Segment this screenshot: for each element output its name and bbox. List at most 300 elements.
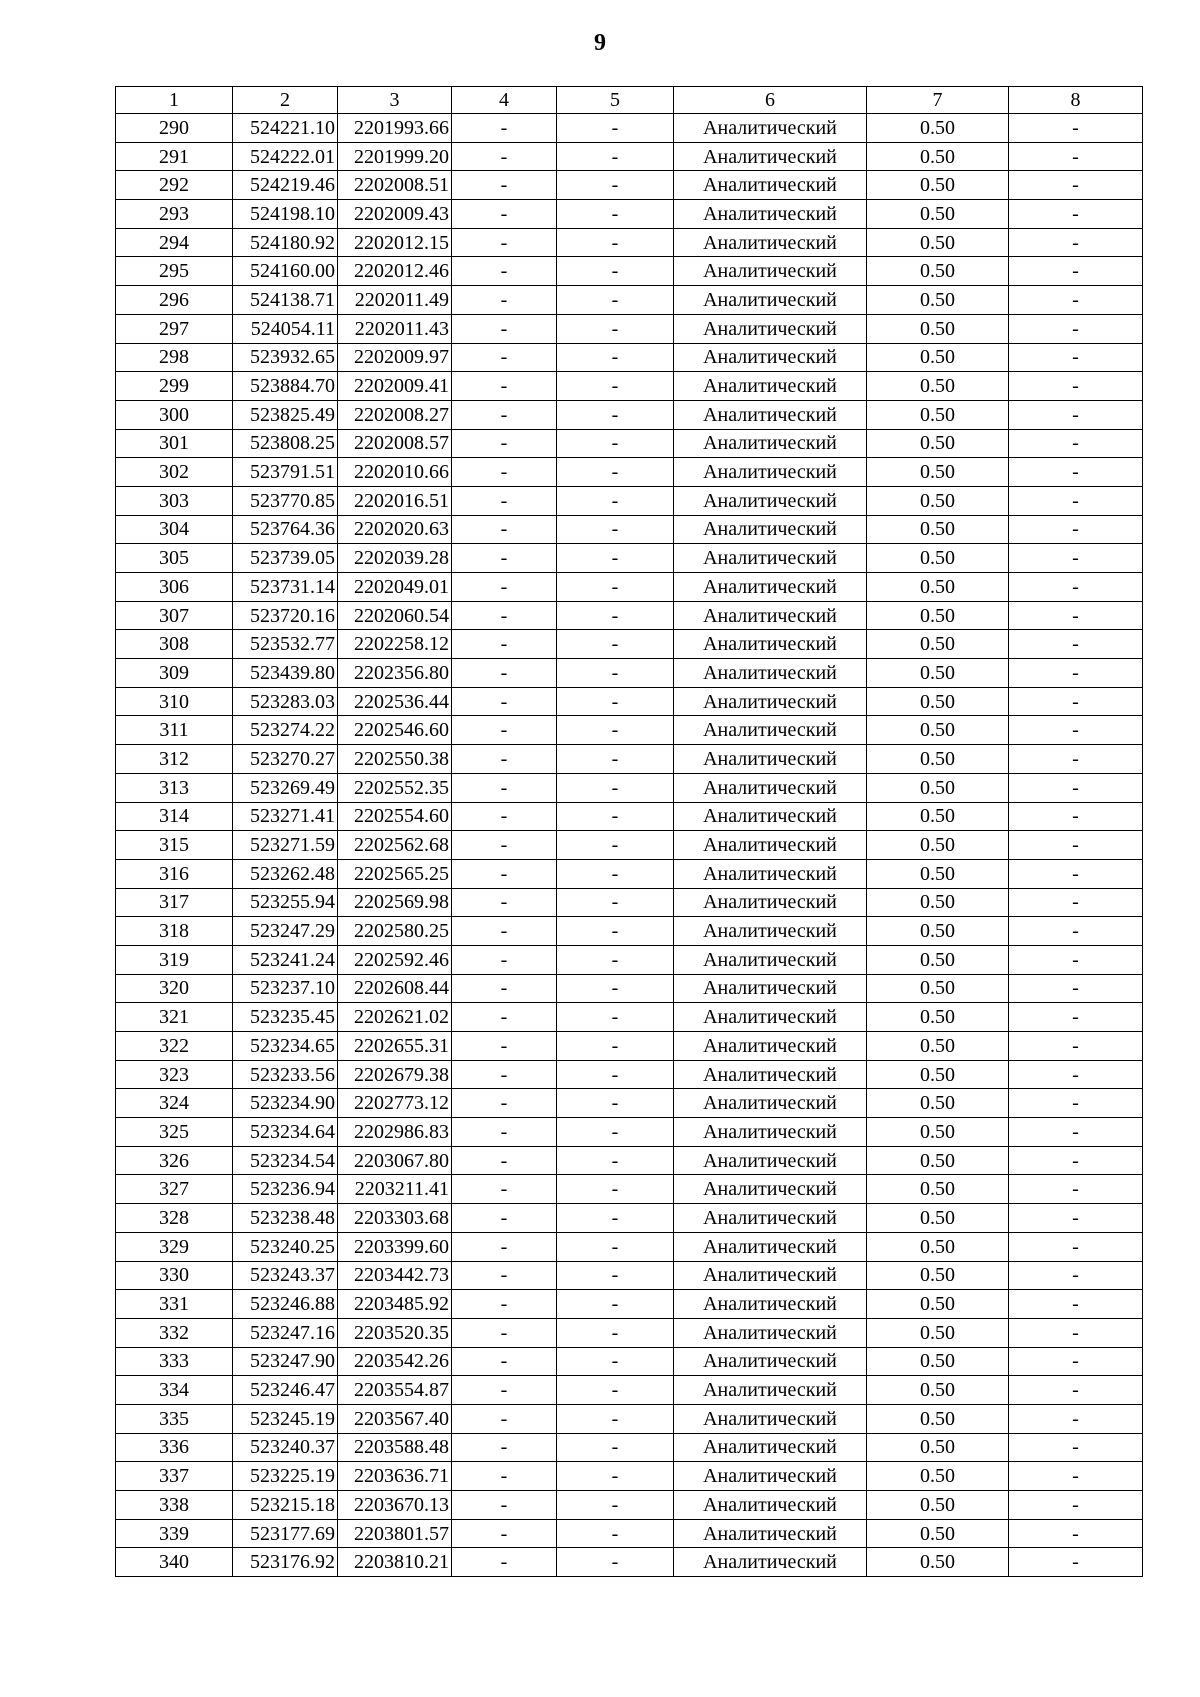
table-row <box>116 314 1143 343</box>
table-cell: - <box>557 974 674 1003</box>
table-cell: 523240.25 <box>233 1232 338 1261</box>
table-cell: - <box>452 372 557 401</box>
table-cell: 0.50 <box>867 114 1009 143</box>
table-cell: - <box>557 1089 674 1118</box>
table-row <box>116 1060 1143 1089</box>
table-cell: 2203588.48 <box>338 1433 452 1462</box>
table-cell: 523731.14 <box>233 573 338 602</box>
table-cell: - <box>1009 1089 1143 1118</box>
table-cell: 523234.54 <box>233 1146 338 1175</box>
table-cell: Аналитический <box>674 1118 867 1147</box>
table-cell: Аналитический <box>674 1232 867 1261</box>
table-cell: - <box>557 1060 674 1089</box>
table-cell: 524160.00 <box>233 257 338 286</box>
table-cell: 331 <box>116 1290 233 1319</box>
table-cell: 309 <box>116 659 233 688</box>
table-cell: - <box>557 200 674 229</box>
table-cell: 0.50 <box>867 200 1009 229</box>
table-cell: 0.50 <box>867 544 1009 573</box>
table-row <box>116 1089 1143 1118</box>
table-cell: - <box>452 544 557 573</box>
table-cell: 0.50 <box>867 1232 1009 1261</box>
table-cell: 2203554.87 <box>338 1376 452 1405</box>
table-cell: - <box>557 917 674 946</box>
table-cell: Аналитический <box>674 1491 867 1520</box>
table-cell: 523764.36 <box>233 515 338 544</box>
table-row <box>116 200 1143 229</box>
table-cell: 2202554.60 <box>338 802 452 831</box>
table-row <box>116 286 1143 315</box>
table-row <box>116 1433 1143 1462</box>
table-cell: - <box>557 601 674 630</box>
table-cell: 2202011.43 <box>338 314 452 343</box>
table-cell: 0.50 <box>867 1404 1009 1433</box>
table-cell: 328 <box>116 1204 233 1233</box>
table-row <box>116 515 1143 544</box>
table-cell: - <box>1009 343 1143 372</box>
table-cell: - <box>1009 802 1143 831</box>
table-cell: 523269.49 <box>233 773 338 802</box>
table-body <box>116 87 1143 1577</box>
table-cell: Аналитический <box>674 544 867 573</box>
table-cell: Аналитический <box>674 1462 867 1491</box>
table-cell: 320 <box>116 974 233 1003</box>
table-cell: 326 <box>116 1146 233 1175</box>
table-cell: - <box>1009 1548 1143 1577</box>
table-cell: 2202679.38 <box>338 1060 452 1089</box>
table-cell: - <box>557 486 674 515</box>
table-cell: 2202592.46 <box>338 945 452 974</box>
table-cell: Аналитический <box>674 1032 867 1061</box>
table-cell: Аналитический <box>674 745 867 774</box>
table-cell: - <box>452 486 557 515</box>
table-cell: 0.50 <box>867 687 1009 716</box>
table-cell: 2202049.01 <box>338 573 452 602</box>
table-row <box>116 1290 1143 1319</box>
table-cell: - <box>557 716 674 745</box>
table-cell: 0.50 <box>867 1118 1009 1147</box>
table-cell: Аналитический <box>674 1261 867 1290</box>
table-cell: 2202012.46 <box>338 257 452 286</box>
table-cell: - <box>1009 1060 1143 1089</box>
table-cell: 330 <box>116 1261 233 1290</box>
table-cell: - <box>557 257 674 286</box>
table-cell: - <box>557 1118 674 1147</box>
table-cell: 524054.11 <box>233 314 338 343</box>
table-cell: Аналитический <box>674 171 867 200</box>
table-cell: Аналитический <box>674 573 867 602</box>
table-cell: - <box>557 1519 674 1548</box>
table-cell: 339 <box>116 1519 233 1548</box>
table-cell: - <box>1009 1376 1143 1405</box>
table-cell: 321 <box>116 1003 233 1032</box>
table-cell: - <box>1009 1404 1143 1433</box>
table-row <box>116 716 1143 745</box>
table-cell: - <box>557 286 674 315</box>
table-cell: 523234.64 <box>233 1118 338 1147</box>
table-cell: - <box>1009 1318 1143 1347</box>
table-cell: Аналитический <box>674 400 867 429</box>
table-header-row <box>116 87 1143 114</box>
table-cell: - <box>1009 228 1143 257</box>
table-cell: - <box>557 171 674 200</box>
table-row <box>116 1404 1143 1433</box>
table-cell: - <box>452 429 557 458</box>
table-cell: - <box>1009 486 1143 515</box>
table-row <box>116 114 1143 143</box>
table-row <box>116 888 1143 917</box>
table-cell: 523770.85 <box>233 486 338 515</box>
table-cell: 0.50 <box>867 257 1009 286</box>
table-cell: 2202016.51 <box>338 486 452 515</box>
table-cell: Аналитический <box>674 1433 867 1462</box>
table-cell: 303 <box>116 486 233 515</box>
table-cell: 524221.10 <box>233 114 338 143</box>
table-cell: - <box>452 142 557 171</box>
table-cell: 523932.65 <box>233 343 338 372</box>
table-cell: 318 <box>116 917 233 946</box>
table-cell: 2202356.80 <box>338 659 452 688</box>
table-cell: 524138.71 <box>233 286 338 315</box>
table-cell: - <box>1009 314 1143 343</box>
table-cell: Аналитический <box>674 1003 867 1032</box>
table-cell: Аналитический <box>674 716 867 745</box>
table-cell: - <box>557 372 674 401</box>
table-cell: 327 <box>116 1175 233 1204</box>
table-cell: - <box>1009 1519 1143 1548</box>
table-cell: - <box>1009 429 1143 458</box>
table-cell: 0.50 <box>867 1318 1009 1347</box>
table-cell: - <box>557 1290 674 1319</box>
table-cell: 523271.59 <box>233 831 338 860</box>
table-cell: Аналитический <box>674 1060 867 1089</box>
table-cell: - <box>1009 1261 1143 1290</box>
table-cell: - <box>557 1032 674 1061</box>
column-header: 7 <box>867 87 1009 114</box>
table-cell: - <box>557 659 674 688</box>
table-cell: - <box>557 114 674 143</box>
table-cell: - <box>452 1232 557 1261</box>
table-cell: - <box>452 1347 557 1376</box>
table-row <box>116 859 1143 888</box>
table-row <box>116 1032 1143 1061</box>
table-cell: 295 <box>116 257 233 286</box>
table-cell: 0.50 <box>867 773 1009 802</box>
table-cell: - <box>557 1175 674 1204</box>
table-cell: 523739.05 <box>233 544 338 573</box>
table-cell: Аналитический <box>674 1519 867 1548</box>
table-row <box>116 1146 1143 1175</box>
table-cell: - <box>452 831 557 860</box>
table-cell: - <box>557 1318 674 1347</box>
table-cell: 0.50 <box>867 1003 1009 1032</box>
table-cell: 523234.90 <box>233 1089 338 1118</box>
table-cell: Аналитический <box>674 831 867 860</box>
table-cell: Аналитический <box>674 1318 867 1347</box>
table-row <box>116 1462 1143 1491</box>
table-row <box>116 458 1143 487</box>
table-cell: 315 <box>116 831 233 860</box>
table-cell: 523247.16 <box>233 1318 338 1347</box>
table-cell: 0.50 <box>867 1347 1009 1376</box>
table-row <box>116 831 1143 860</box>
table-cell: - <box>1009 458 1143 487</box>
table-cell: 322 <box>116 1032 233 1061</box>
table-cell: 312 <box>116 745 233 774</box>
table-cell: - <box>557 1462 674 1491</box>
table-cell: 325 <box>116 1118 233 1147</box>
table-cell: 323 <box>116 1060 233 1089</box>
table-cell: 316 <box>116 859 233 888</box>
table-cell: Аналитический <box>674 1146 867 1175</box>
table-cell: 0.50 <box>867 142 1009 171</box>
table-row <box>116 802 1143 831</box>
column-header: 3 <box>338 87 452 114</box>
table-cell: 0.50 <box>867 1032 1009 1061</box>
table-cell: Аналитический <box>674 1175 867 1204</box>
table-cell: 523246.47 <box>233 1376 338 1405</box>
table-cell: - <box>452 114 557 143</box>
table-cell: - <box>452 1175 557 1204</box>
table-cell: 524180.92 <box>233 228 338 257</box>
table-cell: 311 <box>116 716 233 745</box>
table-cell: 0.50 <box>867 1204 1009 1233</box>
table-cell: - <box>1009 659 1143 688</box>
table-cell: 2202536.44 <box>338 687 452 716</box>
table-cell: - <box>557 429 674 458</box>
table-cell: 2202010.66 <box>338 458 452 487</box>
table-cell: - <box>1009 573 1143 602</box>
table-cell: 524222.01 <box>233 142 338 171</box>
table-cell: - <box>557 945 674 974</box>
table-cell: 0.50 <box>867 1290 1009 1319</box>
table-cell: - <box>452 286 557 315</box>
table-cell: 310 <box>116 687 233 716</box>
table-cell: 2203520.35 <box>338 1318 452 1347</box>
table-cell: - <box>452 1290 557 1319</box>
table-cell: 0.50 <box>867 716 1009 745</box>
table-cell: - <box>452 1404 557 1433</box>
table-cell: 0.50 <box>867 486 1009 515</box>
table-cell: - <box>1009 1462 1143 1491</box>
table-row <box>116 917 1143 946</box>
table-cell: - <box>557 314 674 343</box>
table-cell: - <box>452 1491 557 1520</box>
table-row <box>116 945 1143 974</box>
table-cell: - <box>557 773 674 802</box>
table-cell: - <box>1009 515 1143 544</box>
table-cell: - <box>557 228 674 257</box>
table-row <box>116 687 1143 716</box>
table-cell: - <box>557 1347 674 1376</box>
table-row <box>116 142 1143 171</box>
table-cell: 2201993.66 <box>338 114 452 143</box>
table-cell: 0.50 <box>867 888 1009 917</box>
table-cell: 292 <box>116 171 233 200</box>
table-cell: 314 <box>116 802 233 831</box>
table-cell: 523274.22 <box>233 716 338 745</box>
table-cell: 2203810.21 <box>338 1548 452 1577</box>
table-cell: 2202009.43 <box>338 200 452 229</box>
table-cell: 0.50 <box>867 745 1009 774</box>
column-header: 1 <box>116 87 233 114</box>
table-cell: 305 <box>116 544 233 573</box>
table-cell: - <box>452 458 557 487</box>
table-cell: - <box>452 659 557 688</box>
table-cell: - <box>557 888 674 917</box>
column-header: 8 <box>1009 87 1143 114</box>
table-cell: Аналитический <box>674 142 867 171</box>
table-cell: Аналитический <box>674 200 867 229</box>
table-cell: 0.50 <box>867 831 1009 860</box>
table-cell: - <box>452 1118 557 1147</box>
table-cell: - <box>1009 773 1143 802</box>
table-cell: 324 <box>116 1089 233 1118</box>
table-cell: - <box>1009 1032 1143 1061</box>
column-header: 5 <box>557 87 674 114</box>
table-cell: - <box>557 515 674 544</box>
table-cell: 2202569.98 <box>338 888 452 917</box>
table-cell: - <box>452 1548 557 1577</box>
table-cell: - <box>452 716 557 745</box>
table-cell: 2202608.44 <box>338 974 452 1003</box>
table-cell: - <box>1009 1118 1143 1147</box>
table-cell: 523825.49 <box>233 400 338 429</box>
table-row <box>116 1519 1143 1548</box>
table-cell: 523236.94 <box>233 1175 338 1204</box>
table-cell: 2203067.80 <box>338 1146 452 1175</box>
table-cell: - <box>1009 1290 1143 1319</box>
table-cell: 300 <box>116 400 233 429</box>
table-cell: 2203567.40 <box>338 1404 452 1433</box>
table-cell: - <box>452 171 557 200</box>
table-cell: 2202552.35 <box>338 773 452 802</box>
table-cell: 2202012.15 <box>338 228 452 257</box>
table-cell: Аналитический <box>674 429 867 458</box>
table-cell: 2203399.60 <box>338 1232 452 1261</box>
table-cell: - <box>1009 917 1143 946</box>
table-cell: - <box>557 831 674 860</box>
table-cell: 2202258.12 <box>338 630 452 659</box>
table-cell: - <box>452 343 557 372</box>
table-cell: - <box>557 1261 674 1290</box>
table-cell: - <box>452 1146 557 1175</box>
table-cell: 306 <box>116 573 233 602</box>
table-cell: - <box>557 458 674 487</box>
table-cell: - <box>557 745 674 774</box>
table-cell: - <box>452 888 557 917</box>
table-row <box>116 1318 1143 1347</box>
table-cell: 523238.48 <box>233 1204 338 1233</box>
table-cell: 2201999.20 <box>338 142 452 171</box>
table-cell: - <box>452 802 557 831</box>
table-cell: 2202020.63 <box>338 515 452 544</box>
coordinates-table <box>115 86 1143 1577</box>
table-cell: - <box>557 1548 674 1577</box>
table-cell: 338 <box>116 1491 233 1520</box>
table-cell: - <box>1009 974 1143 1003</box>
table-cell: 523808.25 <box>233 429 338 458</box>
table-cell: 293 <box>116 200 233 229</box>
table-cell: - <box>557 802 674 831</box>
page-number: 9 <box>594 30 606 56</box>
table-cell: 524198.10 <box>233 200 338 229</box>
table-cell: 523247.29 <box>233 917 338 946</box>
table-cell: - <box>557 1376 674 1405</box>
table-cell: - <box>1009 286 1143 315</box>
table-cell: - <box>452 945 557 974</box>
table-row <box>116 974 1143 1003</box>
table-cell: 523246.88 <box>233 1290 338 1319</box>
table-cell: 523439.80 <box>233 659 338 688</box>
table-cell: 0.50 <box>867 1261 1009 1290</box>
table-row <box>116 659 1143 688</box>
table-cell: Аналитический <box>674 601 867 630</box>
table-cell: 523270.27 <box>233 745 338 774</box>
table-cell: - <box>452 745 557 774</box>
table-row <box>116 1175 1143 1204</box>
table-cell: - <box>557 1433 674 1462</box>
table-cell: 2203485.92 <box>338 1290 452 1319</box>
table-cell: 2202562.68 <box>338 831 452 860</box>
table-cell: 2203801.57 <box>338 1519 452 1548</box>
table-cell: 523225.19 <box>233 1462 338 1491</box>
table-cell: 0.50 <box>867 228 1009 257</box>
table-row <box>116 1548 1143 1577</box>
table-cell: - <box>1009 716 1143 745</box>
table-cell: 2202008.57 <box>338 429 452 458</box>
table-cell: - <box>557 859 674 888</box>
table-cell: - <box>452 1462 557 1491</box>
table-cell: - <box>1009 831 1143 860</box>
table-cell: 332 <box>116 1318 233 1347</box>
table-cell: Аналитический <box>674 687 867 716</box>
table-cell: 291 <box>116 142 233 171</box>
table-cell: 2202009.41 <box>338 372 452 401</box>
table-cell: 523262.48 <box>233 859 338 888</box>
table-cell: Аналитический <box>674 486 867 515</box>
table-cell: Аналитический <box>674 1204 867 1233</box>
table-cell: - <box>557 142 674 171</box>
table-cell: - <box>557 687 674 716</box>
table-cell: 329 <box>116 1232 233 1261</box>
table-cell: 2202546.60 <box>338 716 452 745</box>
table-cell: 2203670.13 <box>338 1491 452 1520</box>
table-cell: 523884.70 <box>233 372 338 401</box>
table-cell: 297 <box>116 314 233 343</box>
table-cell: 523532.77 <box>233 630 338 659</box>
table-cell: - <box>1009 1491 1143 1520</box>
table-cell: 523235.45 <box>233 1003 338 1032</box>
table-cell: Аналитический <box>674 859 867 888</box>
table-cell: 0.50 <box>867 1060 1009 1089</box>
table-cell: - <box>557 630 674 659</box>
table-cell: 523243.37 <box>233 1261 338 1290</box>
table-cell: - <box>452 974 557 1003</box>
table-cell: 302 <box>116 458 233 487</box>
table-cell: 0.50 <box>867 1519 1009 1548</box>
table-cell: 523177.69 <box>233 1519 338 1548</box>
table-cell: 523176.92 <box>233 1548 338 1577</box>
table-row <box>116 257 1143 286</box>
table-row <box>116 1261 1143 1290</box>
table-cell: 304 <box>116 515 233 544</box>
table-cell: 524219.46 <box>233 171 338 200</box>
table-row <box>116 372 1143 401</box>
table-cell: 2203211.41 <box>338 1175 452 1204</box>
table-row <box>116 429 1143 458</box>
table-row <box>116 630 1143 659</box>
